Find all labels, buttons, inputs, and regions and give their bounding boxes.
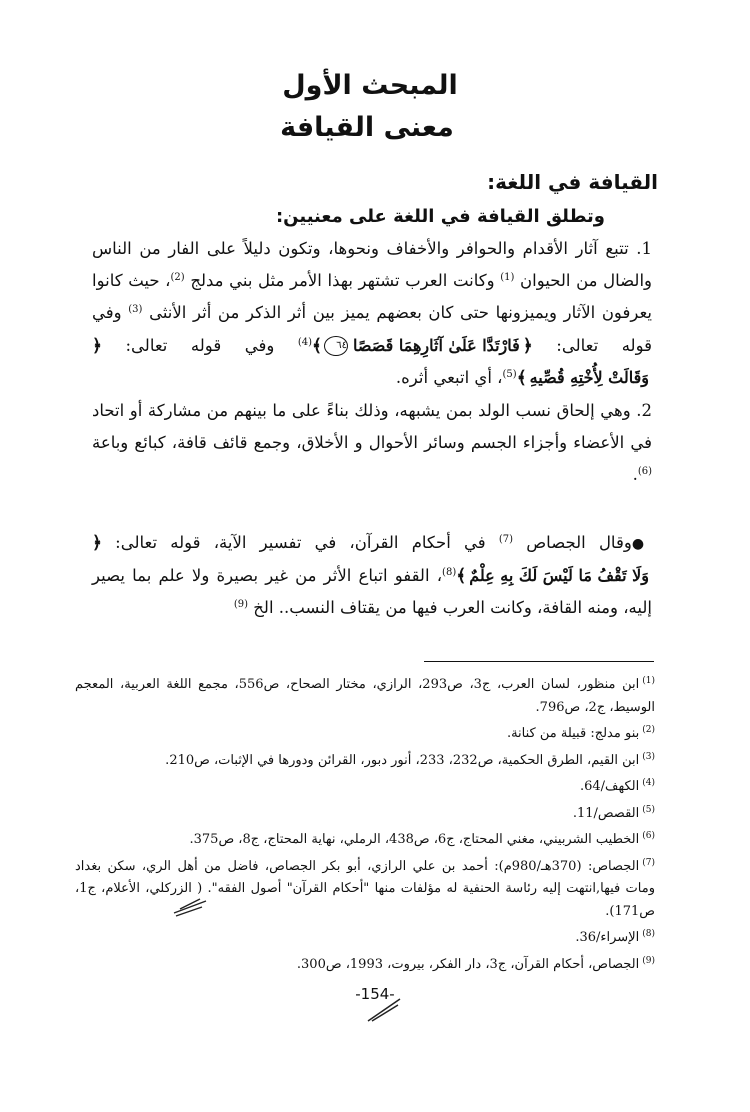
footnote-ref-6: (6): [637, 466, 652, 478]
footnote-item: [75, 746, 655, 773]
section-intro: وتطلق القيافة في اللغة على معنيين:: [275, 206, 605, 227]
footnote-ref-1: (1): [500, 272, 515, 284]
footnotes-list: [75, 670, 655, 976]
footnote-ref-4: (4): [297, 336, 313, 348]
footnote-item: [75, 799, 655, 826]
footnote-number: (8): [642, 929, 655, 939]
ornate-bracket-open: ﴿: [522, 335, 533, 356]
paragraph-1-part6: ، أي اتبعي أثره.: [395, 367, 503, 387]
footnote-text: ابن منظور، لسان العرب، ج3، ص293، الرازي، مختار الصحاح، ص556، مجمع اللغة العربية، المعجم الوسيط، ج2، ص796.: [75, 677, 655, 715]
page-number: -154-: [355, 985, 395, 1003]
footnote-number: (6): [642, 831, 655, 841]
verse-number-marker: ٦٤: [324, 336, 348, 356]
footnote-number: (9): [642, 955, 655, 966]
chapter-title: المبحث الأول: [282, 70, 458, 101]
footnote-ref-5: (5): [502, 368, 517, 380]
paragraph-1-part2: وكانت العرب تشتهر بهذا الأمر مثل بني مدلج: [190, 271, 495, 291]
footnote-text: الجصاص: (370هـ/980م): أحمد بن علي الرازي، أبو بكر الجصاص، فاضل من أهل الري، سكن بغداد ومات فيها,انتهت إليه رئاسة الحنفية له مؤلفات منها "أحكام القرآن" أصول الفقه". ( الزركلي، الأعلام، ج1، ص171).: [75, 858, 655, 919]
paragraph-1-part3: ، حيث كانوا يعرفون الآثار ويميزونها حتى كان بعضهم يميز بين أثر الذكر من أثر الأنثى: [92, 271, 653, 323]
footnote-number: (1): [642, 676, 655, 686]
footnote-text: الخطيب الشربيني، مغني المحتاج، ج6، ص438، الرملي، نهاية المحتاج، ج8، ص375.: [189, 832, 640, 847]
pen-scribble-mark: [172, 895, 208, 917]
footnote-number: (4): [642, 778, 655, 788]
footnote-ref-8: (8): [442, 567, 457, 579]
ornate-bracket-close: ﴾: [312, 335, 322, 356]
ornate-bracket-open: ﴿: [92, 533, 102, 553]
ornate-bracket-close: ﴾: [516, 367, 527, 388]
paragraph-3-part3: ، القفو اتباع الأثر من غير بصيرة ولا علم بما يصير إليه، ومنه القافة، وكانت العرب فيها من يقتاف النسب.. الخ: [92, 566, 652, 618]
footnote-text: بنو مدلج: قبيلة من كنانة.: [506, 726, 640, 741]
ornate-bracket-close: ﴾: [456, 566, 467, 587]
footnote-number: (7): [642, 857, 655, 868]
section-heading: القيافة في اللغة:: [487, 170, 658, 194]
footnote-number: (3): [642, 751, 655, 762]
chapter-subtitle: معنى القيافة: [280, 112, 454, 143]
bullet-icon: ●: [631, 536, 652, 552]
footnote-number: (2): [642, 725, 655, 735]
footnote-divider: [424, 661, 654, 662]
footnote-text: الكهف/64.: [579, 779, 640, 794]
footnote-item: [75, 825, 655, 852]
paragraph-2-text: 2. وهي إلحاق نسب الولد بمن يشبهه، وذلك بناءً على ما بينهم من مشاركة أو اتحاد في الأعضاء وأجزاء الجسم وسائر الأحوال و الأخلاق، وجمع قائف قافة، كبائع وباعة: [92, 401, 652, 453]
footnote-item: [75, 950, 655, 977]
footnote-item: [75, 923, 655, 950]
paragraph-1-part4: وفي قوله تعالى:: [92, 303, 652, 355]
footnote-text: القصص/11.: [572, 805, 640, 821]
footnote-ref-2: (2): [170, 272, 185, 284]
paragraph-3-part1: وقال الجصاص: [526, 533, 632, 552]
pen-scribble-mark: [364, 995, 404, 1023]
footnote-item: [75, 772, 655, 799]
paragraph-1-part1: 1. تتبع آثار الأقدام والحوافر والأخفاف ونحوها، وتكون دليلاً على الفار من الناس والضال من الحيوان: [92, 239, 652, 291]
paragraph-3: [92, 527, 686, 625]
footnote-ref-3: (3): [128, 304, 143, 316]
footnote-item: [75, 852, 655, 924]
footnote-item: [75, 670, 655, 719]
footnote-item: [75, 719, 655, 746]
footnote-text: الإسراء/36.: [575, 930, 640, 945]
paragraph-3-part2: في أحكام القرآن، في تفسير الآية، قوله تعالى:: [115, 533, 486, 552]
footnote-number: (5): [642, 804, 655, 815]
paragraph-2-end: .: [632, 465, 638, 485]
footnote-text: الجصاص، أحكام القرآن، ج3، دار الفكر، بيروت، 1993، ص300.: [296, 956, 640, 972]
ornate-bracket-open: ﴿: [92, 335, 102, 356]
quran-verse-3: وَلَا تَقْفُ مَا لَيْسَ لَكَ بِهِ عِلْمٌ: [469, 566, 649, 586]
paragraph-1: [92, 233, 686, 394]
footnote-ref-7: (7): [498, 534, 514, 545]
quran-verse-1: فَارْتَدَّا عَلَىٰ آثَارِهِمَا قَصَصًا: [353, 335, 520, 355]
paragraph-2: [92, 395, 686, 492]
quran-verse-2: وَقَالَتْ لِأُخْتِهِ قُصِّيهِ: [529, 367, 649, 387]
footnote-ref-9: (9): [233, 599, 249, 611]
paragraph-1-part5: وفي قوله تعالى:: [125, 335, 275, 355]
footnote-text: ابن القيم، الطرق الحكمية، ص232، 233، أنور دبور، القرائن ودورها في الإثبات، ص210.: [165, 752, 640, 768]
